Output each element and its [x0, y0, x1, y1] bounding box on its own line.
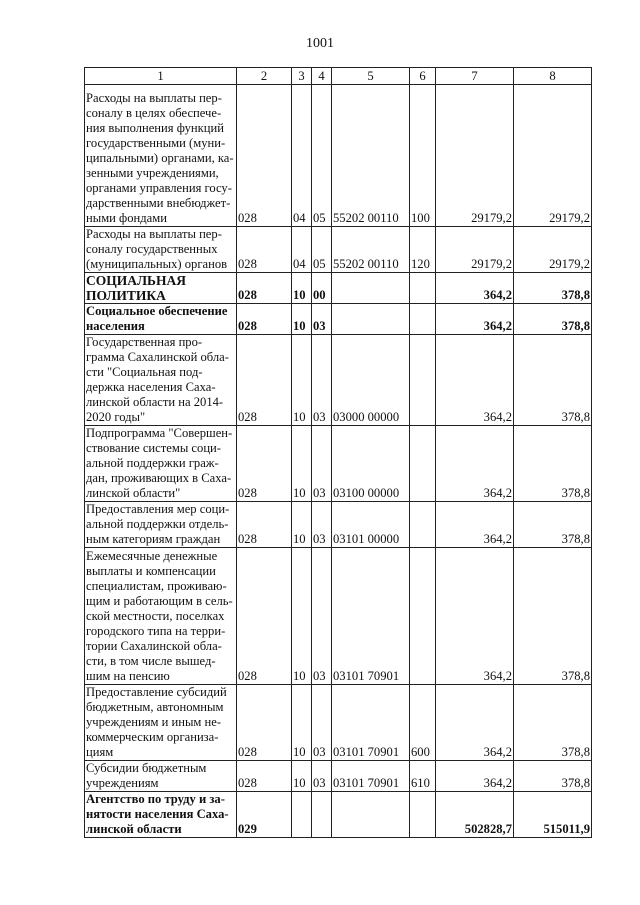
table-row — [85, 227, 592, 273]
table-row — [85, 761, 592, 792]
col-6: 100 — [410, 85, 436, 227]
col-7: 364,2 — [436, 761, 514, 792]
table-row — [85, 273, 592, 304]
col-8: 378,8 — [514, 273, 592, 304]
column-header: 1 — [85, 68, 237, 85]
col-7: 29179,2 — [436, 85, 514, 227]
col-5: 55202 00110 — [332, 227, 410, 273]
col-4 — [312, 792, 332, 838]
header-row — [85, 68, 592, 85]
col-4: 03 — [312, 548, 332, 685]
col-4: 00 — [312, 273, 332, 304]
col-6 — [410, 426, 436, 502]
col-3: 10 — [292, 273, 312, 304]
col-7: 502828,7 — [436, 792, 514, 838]
col-7: 364,2 — [436, 685, 514, 761]
col-5 — [332, 792, 410, 838]
col-5: 03101 00000 — [332, 502, 410, 548]
col-3: 10 — [292, 335, 312, 426]
column-header: 8 — [514, 68, 592, 85]
col-8: 29179,2 — [514, 85, 592, 227]
col-3: 04 — [292, 227, 312, 273]
col-4: 03 — [312, 426, 332, 502]
row-name: Ежемесячные денежные выплаты и компенсации специалистам, проживаю- щим и работающим в сель- ской местности, поселках городского типа на терри- тории Сахалинской обла- сти, в том числе вышед- шим на пенсию — [85, 548, 237, 685]
col-8: 378,8 — [514, 335, 592, 426]
col-6 — [410, 335, 436, 426]
col-2: 028 — [237, 548, 292, 685]
col-2: 028 — [237, 685, 292, 761]
row-name: Предоставления мер соци- альной поддержки отдель- ным категориям граждан — [85, 502, 237, 548]
col-2: 028 — [237, 426, 292, 502]
col-2: 028 — [237, 273, 292, 304]
col-2: 028 — [237, 227, 292, 273]
col-8: 515011,9 — [514, 792, 592, 838]
col-4: 05 — [312, 85, 332, 227]
col-7: 364,2 — [436, 502, 514, 548]
col-7: 364,2 — [436, 273, 514, 304]
col-2: 028 — [237, 761, 292, 792]
col-2: 028 — [237, 335, 292, 426]
col-2: 028 — [237, 304, 292, 335]
row-name: Подпрограмма "Совершен- ствование системы соци- альной поддержки граж- дан, проживающих в Саха- линской области" — [85, 426, 237, 502]
col-4: 03 — [312, 304, 332, 335]
col-6 — [410, 792, 436, 838]
col-8: 378,8 — [514, 548, 592, 685]
col-5: 03101 70901 — [332, 548, 410, 685]
column-header: 3 — [292, 68, 312, 85]
table-row — [85, 304, 592, 335]
col-6 — [410, 548, 436, 685]
column-header: 2 — [237, 68, 292, 85]
column-header: 6 — [410, 68, 436, 85]
col-5 — [332, 273, 410, 304]
table-row — [85, 502, 592, 548]
col-3: 04 — [292, 85, 312, 227]
table-row — [85, 792, 592, 838]
row-name: Расходы на выплаты пер- соналу в целях обеспече- ния выполнения функций государственными (муни- ципальными) органами, ка- зенными учреждениями, органами управления госу- дарственными внебюджет- ными фондами — [85, 85, 237, 227]
col-3: 10 — [292, 761, 312, 792]
col-6: 600 — [410, 685, 436, 761]
row-name: Расходы на выплаты пер- соналу государственных (муниципальных) органов — [85, 227, 237, 273]
column-header: 7 — [436, 68, 514, 85]
col-6 — [410, 502, 436, 548]
col-8: 378,8 — [514, 426, 592, 502]
table-row — [85, 335, 592, 426]
col-4: 03 — [312, 761, 332, 792]
col-3 — [292, 792, 312, 838]
col-2: 028 — [237, 502, 292, 548]
col-4: 05 — [312, 227, 332, 273]
col-6 — [410, 273, 436, 304]
col-3: 10 — [292, 304, 312, 335]
col-8: 378,8 — [514, 304, 592, 335]
row-name: Агентство по труду и за- нятости населения Саха- линской области — [85, 792, 237, 838]
col-4: 03 — [312, 502, 332, 548]
col-3: 10 — [292, 502, 312, 548]
budget-table — [84, 67, 592, 838]
row-name: Государственная про- грамма Сахалинской обла- сти "Социальная под- держка населения Саха- линской области на 2014- 2020 годы" — [85, 335, 237, 426]
col-3: 10 — [292, 548, 312, 685]
row-name: Социальное обеспечение населения — [85, 304, 237, 335]
col-3: 10 — [292, 426, 312, 502]
col-2: 029 — [237, 792, 292, 838]
col-5 — [332, 304, 410, 335]
column-header: 4 — [312, 68, 332, 85]
col-4: 03 — [312, 685, 332, 761]
col-5: 03100 00000 — [332, 426, 410, 502]
col-7: 364,2 — [436, 304, 514, 335]
col-4: 03 — [312, 335, 332, 426]
col-5: 03000 00000 — [332, 335, 410, 426]
col-7: 364,2 — [436, 335, 514, 426]
col-8: 29179,2 — [514, 227, 592, 273]
column-header: 5 — [332, 68, 410, 85]
row-name: Субсидии бюджетным учреждениям — [85, 761, 237, 792]
row-name: СОЦИАЛЬНАЯ ПОЛИТИКА — [85, 273, 237, 304]
table-row — [85, 85, 592, 227]
col-7: 364,2 — [436, 548, 514, 685]
col-7: 29179,2 — [436, 227, 514, 273]
col-6 — [410, 304, 436, 335]
row-name: Предоставление субсидий бюджетным, автономным учреждениям и иным не- коммерческим организа- циям — [85, 685, 237, 761]
table-row — [85, 685, 592, 761]
col-5: 55202 00110 — [332, 85, 410, 227]
col-3: 10 — [292, 685, 312, 761]
col-8: 378,8 — [514, 761, 592, 792]
col-6: 120 — [410, 227, 436, 273]
col-8: 378,8 — [514, 502, 592, 548]
col-2: 028 — [237, 85, 292, 227]
col-7: 364,2 — [436, 426, 514, 502]
table-row — [85, 548, 592, 685]
col-5: 03101 70901 — [332, 685, 410, 761]
page-number: 1001 — [306, 36, 334, 51]
table-row — [85, 426, 592, 502]
col-5: 03101 70901 — [332, 761, 410, 792]
col-6: 610 — [410, 761, 436, 792]
col-8: 378,8 — [514, 685, 592, 761]
